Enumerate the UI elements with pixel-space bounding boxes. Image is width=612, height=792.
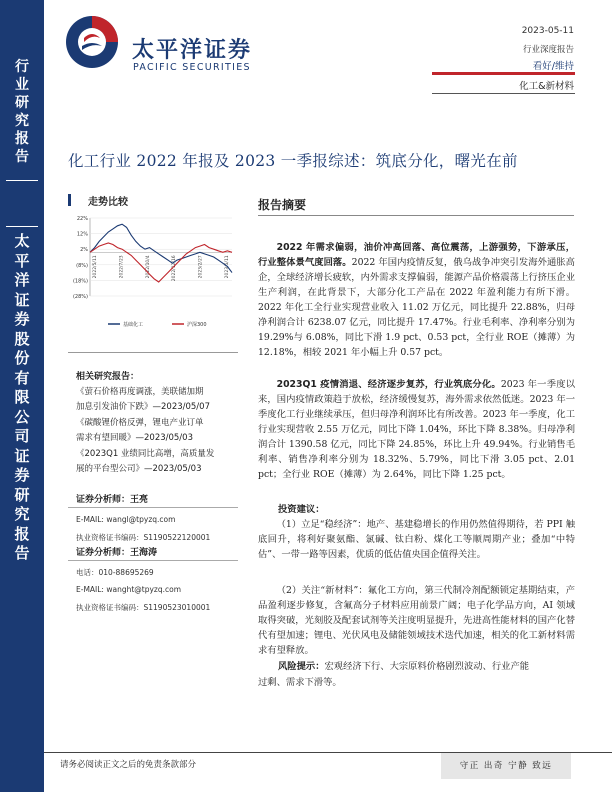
brand-name-cn: 太平洋证券 — [132, 38, 253, 63]
pacific-securities-logo-icon — [62, 12, 122, 72]
trend-chart-svg — [68, 212, 236, 342]
y-tick-label: 12% — [76, 231, 88, 238]
legend-label: 基础化工 — [123, 322, 144, 328]
suggestion-paragraph-2: （2）关注“新材料”：氟化工方向，第三代制冷剂配额锁定基期结束，产品盈利逐步修复，含氟高分子材料应用前景广阔；电子化学品方向，AI 领域取得突破，光刻胶及配套试剂等关注度明显提升，先进高性能材料的国产化替代有望加速；锂电、光伏风电及储能领域技术迭代加速，相关的化工新材料需求有望释放。 — [258, 585, 575, 656]
brand-name-en: PACIFIC SECURITIES — [133, 62, 251, 73]
trend-heading: 走势比较 — [88, 197, 128, 208]
risk-warning — [278, 659, 575, 674]
suggestion-heading: 投资建议： — [278, 504, 325, 515]
analyst-phone: 电话：010-88695269 — [76, 568, 154, 577]
risk-text-continued: 过剩、需求下滑等。 — [258, 677, 342, 688]
x-tick-label: 2023/2/27 — [198, 255, 204, 279]
risk-label: 风险提示： — [278, 661, 325, 672]
band-divider — [6, 180, 38, 181]
y-tick-label: (28%) — [72, 294, 88, 300]
related-report-line: 《萤石价格再度调涨，美联储加期 — [76, 387, 204, 397]
divider — [68, 352, 238, 353]
y-tick-label: (8%) — [76, 262, 88, 269]
paragraph-lead: 2022 年需求偏弱，油价冲高回落、高位震荡，上游强势，下游承压，行业整体景气度回落。 — [258, 242, 575, 268]
analyst-name: 证券分析师：王亮 — [76, 495, 149, 505]
sidebar-category-label: 行 业 研 究 报 告 — [15, 59, 29, 165]
x-tick-label: 2023/5/11 — [225, 255, 230, 279]
related-report-line: 展的平台型公司》—2023/05/03 — [76, 464, 202, 474]
paragraph-lead: 2023Q1 疫情消退、经济逐步复苏，行业筑底分化。 — [276, 379, 501, 390]
related-report-line: 加息引发油价下跌》—2023/05/07 — [76, 402, 210, 412]
band-divider — [6, 226, 38, 227]
rating: 看好/维持 — [532, 61, 574, 72]
legend-label: 沪深300 — [187, 322, 207, 328]
risk-text: 宏观经济下行、大宗原料价格剧烈波动、行业产能 — [324, 661, 530, 672]
analyst-email: E-MAIL: wangl@tpyzq.com — [76, 515, 176, 524]
summary-heading: 报告摘要 — [258, 198, 307, 212]
analyst-email: E-MAIL: wanght@tpyzq.com — [76, 585, 182, 594]
divider — [68, 507, 238, 508]
x-tick-label: 2022/12/16 — [172, 255, 178, 282]
section-marker — [68, 194, 71, 206]
series-line-1 — [90, 243, 232, 282]
y-tick-label: 2% — [80, 247, 88, 254]
related-report-line: 《2023Q1 业绩同比高增，高质量发 — [76, 449, 215, 459]
related-reports-heading: 相关研究报告： — [76, 372, 140, 382]
paragraph-text: 2022 年国内疫情反复，俄乌战争冲突引发海外通胀高企，全球经济增长疲软，内外需求支撑偏弱，能源产品价格震荡上行挤压企业生产利润，在此背景下，大部分化工产品在 2022 年盈利能力有所下滑。2022 年化工全行业实现营业收入 11.02 万亿元，同比提升 22.88%，归母净利润合计 6238.07 亿元，同比提升 17.47%。行业毛利率、净利率分别为 19.29%与 6.08%，同比下滑 1.9 pct、0.53 pct，全行业 ROE（摊薄）为 12.18%，相较 2021 年小幅上升 0.57 pct。 — [258, 257, 575, 358]
analyst-cert: 执业资格证书编码：S1190522120001 — [76, 533, 211, 542]
x-tick-label: 2022/5/11 — [93, 255, 98, 279]
divider — [68, 560, 238, 561]
report-title: 化工行业 2022 年报及 2023 一季报综述：筑底分化，曙光在前 — [68, 152, 518, 170]
trend-chart — [68, 212, 236, 342]
sector: 化工&新材料 — [519, 81, 574, 92]
paragraph-text: 2023 年一季度以来，国内疫情政策趋于放松，经济缓慢复苏，海外需求依然低迷。2023 年一季度化工行业继续承压，但归母净利润环比有所改善。2023 年一季度，化工行业实现营收 2.55 万亿元，同比下降 1.04%，环比下降 8.38%。归母净利润合计 1390.58 亿元，同比下降 24.85%，环比上升 49.94%。行业销售毛利率、销售净利率分别为 18.32%、5.79%，同比下滑 3.05 pct、2.01 pct；全行业 ROE（摊薄）为 2.64%，同比下降 1.25 pct。 — [258, 379, 575, 480]
y-tick-label: 22% — [76, 216, 88, 222]
divider — [258, 215, 574, 216]
summary-paragraph-1 — [258, 240, 575, 360]
y-tick-label: (18%) — [72, 278, 88, 285]
company-motto: 守正 出奇 宁静 致远 — [441, 753, 571, 779]
suggestion-paragraph-1: （1）立足“稳经济”：地产、基建稳增长的作用仍然值得期待，若 PPI 触底回升，将利好聚氨酯、氯碱、钛白粉、煤化工等顺周期产业；叠加“中特估”、一带一路等因素，优质的低估值央国企值得关注。 — [258, 519, 575, 560]
sidebar-company-label: 太 平 洋 证 券 股 份 有 限 公 司 证 券 研 究 报 告 — [14, 232, 30, 562]
red-accent-bar — [432, 72, 575, 75]
x-tick-label: 2022/7/23 — [119, 255, 125, 279]
analyst-name: 证券分析师：王海涛 — [76, 548, 158, 558]
analyst-cert: 执业资格证书编码：S1190523010001 — [76, 603, 211, 612]
disclaimer-note: 请务必阅读正文之后的免责条款部分 — [60, 760, 197, 770]
left-band — [0, 0, 44, 792]
related-report-line: 《碳酸锂价格反弹，锂电产业订单 — [76, 418, 204, 428]
divider — [432, 93, 575, 94]
related-report-line: 需求有望回暖》—2023/05/03 — [76, 433, 193, 443]
report-type: 行业深度报告 — [522, 45, 574, 55]
summary-paragraph-2 — [258, 377, 575, 482]
report-date: 2023-05-11 — [521, 26, 574, 36]
x-tick-label: 2022/10/4 — [145, 255, 151, 279]
